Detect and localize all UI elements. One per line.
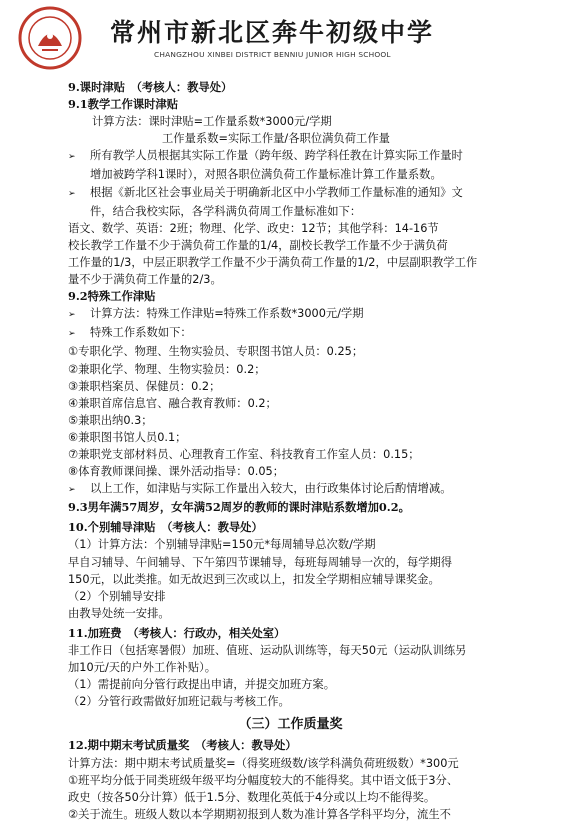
line-text: 9.2特殊工作津贴 bbox=[68, 289, 156, 304]
bullet-arrow-icon: ➢ bbox=[68, 188, 76, 199]
text-line bbox=[68, 642, 513, 659]
line-text: ②关于流生。班级人数以本学期期初报到人数为准计算各学科平均分，流生不 bbox=[68, 807, 451, 821]
line-text: 增加被跨学科1课时），对照各职位满负荷工作量标准计算工作量系数。 bbox=[90, 168, 442, 182]
text-line bbox=[68, 789, 513, 806]
line-text: ①专职化学、物理、生物实验员、专职图书馆人员：0.25； bbox=[68, 345, 364, 359]
section-heading bbox=[68, 79, 513, 96]
line-text: 政史（按各50分计算）低于1.5分、数理化英低于4分或以上均不能得奖。 bbox=[68, 790, 436, 804]
line-text: 10.个别辅导津贴 （考核人：教导处） bbox=[68, 520, 263, 535]
line-text: ⑧体育教师课间操、课外活动指导：0.05； bbox=[68, 465, 285, 479]
text-line bbox=[68, 480, 513, 499]
line-text: ①班平均分低于同类班级年级平均分幅度较大的不能得奖。其中语文低于3分、 bbox=[68, 773, 459, 787]
section-heading bbox=[68, 519, 513, 536]
line-text: 以上工作，如津贴与实际工作量出入较大，由行政集体讨论后酌情增减。 bbox=[90, 482, 452, 496]
text-line bbox=[68, 429, 513, 446]
text-line bbox=[68, 130, 513, 147]
text-line bbox=[68, 588, 513, 605]
school-name: 常州市新北区奔牛初级中学 bbox=[110, 18, 435, 47]
line-text: 所有教学人员根据其实际工作量（跨年级、跨学科任教在计算实际工作量时 bbox=[90, 149, 463, 163]
line-text: ④兼职首席信息官、融合教育教师：0.2； bbox=[68, 396, 277, 410]
line-text: （1）计算方法：个别辅导津贴=150元*每周辅导总次数/学期 bbox=[68, 538, 376, 552]
text-line bbox=[68, 772, 513, 789]
line-text: 根据《新北区社会事业局关于明确新北区中小学教师工作量标准的通知》文 bbox=[90, 185, 463, 199]
section-heading bbox=[68, 499, 513, 516]
text-line bbox=[68, 324, 513, 343]
text-line bbox=[68, 693, 513, 710]
line-text: 工作量系数=实际工作量/各职位满负荷工作量 bbox=[162, 132, 390, 146]
line-text: ⑤兼职出纳0.3； bbox=[68, 413, 153, 427]
school-name-en: CHANGZHOU XINBEI DISTRICT BENNIU JUNIOR HIGH SCHOOL bbox=[154, 50, 391, 59]
text-line bbox=[68, 806, 513, 823]
text-line bbox=[68, 378, 513, 395]
line-text: 9.1教学工作课时津贴 bbox=[68, 97, 179, 112]
line-text: ③兼职档案员、保健员：0.2； bbox=[68, 379, 221, 393]
text-line bbox=[68, 271, 513, 288]
text-line bbox=[68, 147, 513, 166]
text-line bbox=[68, 305, 513, 324]
text-line bbox=[68, 395, 513, 412]
text-line bbox=[68, 166, 513, 183]
section-heading bbox=[68, 716, 513, 733]
bullet-arrow-icon: ➢ bbox=[68, 152, 76, 163]
text-line bbox=[68, 203, 513, 220]
line-text: 量不少于满负荷工作量的2/3。 bbox=[68, 273, 222, 287]
text-line bbox=[68, 220, 513, 237]
line-text: （2）个别辅导安排 bbox=[68, 589, 166, 603]
line-text: 特殊工作系数如下： bbox=[90, 326, 192, 340]
text-line bbox=[68, 113, 513, 130]
line-text: 加10元/天的户外工作补贴）。 bbox=[68, 661, 217, 675]
document-body bbox=[68, 79, 513, 823]
section-heading bbox=[68, 96, 513, 113]
line-text: 9.3男年满57周岁，女年满52周岁的教师的课时津贴系数增加0.2。 bbox=[68, 500, 410, 515]
line-text: 工作量的1/3，中层正职教学工作量不少于满负荷工作量的1/2，中层副职教学工作 bbox=[68, 255, 478, 269]
text-line bbox=[68, 554, 513, 571]
line-text: （2）分管行政需做好加班记载与考核工作。 bbox=[68, 695, 290, 709]
text-line bbox=[68, 571, 513, 588]
text-line bbox=[68, 463, 513, 480]
section-heading bbox=[68, 625, 513, 642]
line-text: （三）工作质量奖 bbox=[238, 717, 343, 733]
text-line bbox=[68, 659, 513, 676]
text-line bbox=[68, 412, 513, 429]
line-text: 由教导处统一安排。 bbox=[68, 606, 170, 620]
line-text: 计算方法：特殊工作津贴=特殊工作系数*3000元/学期 bbox=[90, 307, 364, 321]
bullet-arrow-icon: ➢ bbox=[68, 329, 76, 340]
text-line bbox=[68, 605, 513, 622]
text-line bbox=[68, 755, 513, 772]
line-text: 非工作日（包括寒暑假）加班、值班、运动队训练等，每天50元（运动队训练另 bbox=[68, 644, 467, 657]
text-line bbox=[68, 446, 513, 463]
bullet-arrow-icon: ➢ bbox=[68, 485, 76, 496]
line-text: 计算方法：课时津贴=工作量系数*3000元/学期 bbox=[92, 115, 332, 129]
line-text: 11.加班费 （考核人：行政办，相关处室） bbox=[68, 625, 286, 640]
line-text: 12.期中期末考试质量奖 （考核人：教导处） bbox=[68, 738, 297, 753]
line-text: 早自习辅导、午间辅导、下午第四节课辅导，每班每周辅导一次的，每学期得 bbox=[68, 555, 453, 569]
text-line bbox=[68, 676, 513, 693]
school-logo-icon bbox=[18, 6, 82, 70]
text-line bbox=[68, 184, 513, 203]
line-text: ⑥兼职图书馆人员0.1； bbox=[68, 430, 187, 444]
line-text: 校长教学工作量不少于满负荷工作量的1/4，副校长教学工作量不少于满负荷 bbox=[68, 238, 448, 252]
bullet-arrow-icon: ➢ bbox=[68, 310, 76, 321]
line-text: （1）需提前向分管行政提出申请，并提交加班方案。 bbox=[68, 678, 336, 692]
section-heading bbox=[68, 288, 513, 305]
line-text: ②兼职化学、物理、生物实验员：0.2； bbox=[68, 362, 266, 376]
text-line bbox=[68, 254, 513, 271]
text-line bbox=[68, 361, 513, 378]
line-text: 9.课时津贴 （考核人：教导处） bbox=[68, 80, 233, 94]
line-text: 150元，以此类推。如无故迟到三次或以上，扣发全学期相应辅导课奖金。 bbox=[68, 572, 440, 586]
line-text: ⑦兼职党支部材料员、心理教育工作室、科技教育工作室人员：0.15； bbox=[68, 447, 420, 461]
page-header bbox=[0, 0, 563, 76]
text-line bbox=[68, 536, 513, 553]
section-heading bbox=[68, 737, 513, 754]
line-text: 件，结合我校实际，各学科满负荷周工作量标准如下： bbox=[90, 204, 362, 218]
line-text: 语文、数学、英语：2班；物理、化学、政史：12节；其他学科：14-16节 bbox=[68, 221, 439, 235]
text-line bbox=[68, 343, 513, 360]
line-text: 计算方法：期中期末考试质量奖=（得奖班级数/该学科满负荷班级数）*300元 bbox=[68, 756, 459, 770]
text-line bbox=[68, 237, 513, 254]
